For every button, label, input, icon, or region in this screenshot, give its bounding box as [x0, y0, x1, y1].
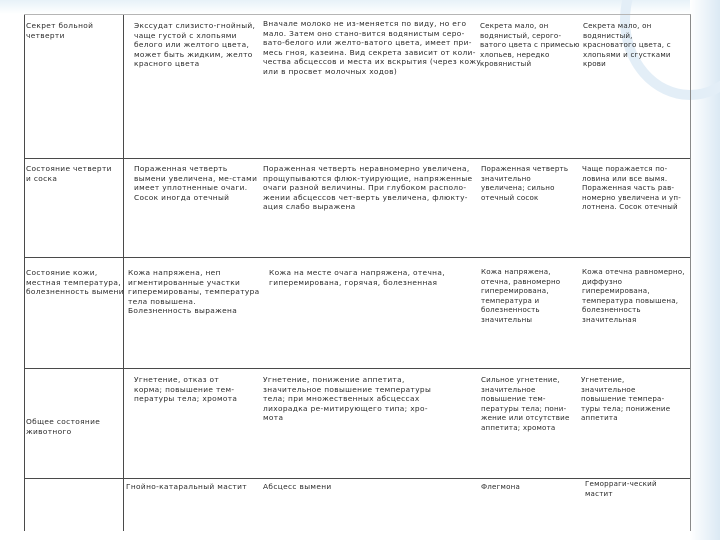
cell-skin-catarrhal: Кожа напряжена, неп игментированные участки гиперемированы, температура тела повышена. Болезненность выражена [128, 268, 260, 316]
table-border-left [24, 15, 25, 531]
row-header-general-state: Общее состояние животного [26, 417, 101, 436]
row-divider [24, 158, 690, 159]
cell-quarter-catarrhal: Пораженная четверть вымени увеличена, ме-стами имеет уплотненные очаги. Сосок иногда отечный [134, 164, 258, 202]
cell-secret-phlegmon: Секрета мало, он водянистый, серого-ватого цвета с примесью хлопьев, нередко кровянистый [480, 21, 580, 69]
disease-name-catarrhal: Гнойно-катаральный мастит [126, 482, 247, 491]
cell-skin-hemorrhagic: Кожа отечна равномерно, диффузно гиперемирована, температура повышена, болезненность значительная [582, 267, 685, 324]
cell-secret-hemorrhagic: Секрета мало, он водянистый, красноватого цвета, с хлопьями и сгустками крови [583, 21, 671, 69]
row-divider [24, 257, 690, 258]
cell-general-phlegmon: Сильное угнетение, значительное повышение тем-пературы тела; пони-жение или отсутствие аппетита; хромота [481, 375, 570, 432]
mastitis-comparison-table [24, 14, 691, 531]
row-header-quarter-state: Состояние четверти и соска [26, 164, 112, 183]
cell-general-catarrhal: Угнетение, отказ от корма; повышение тем-пературы тела; хромота [134, 375, 238, 404]
cell-secret-abscess: Вначале молоко не из-меняется по виду, но его мало. Затем оно стано-вится водянистым серо-вато-белого или желто-ватого цвета, имеет при-месь гноя, казеина. Вид секрета зависит от коли-чества абсцессов и места их вскрытия (через кожу или в просвет молочных ходов) [263, 19, 482, 76]
cell-quarter-hemorrhagic: Чаще поражается по-ловина или все вымя. Пораженная часть рав-номерно увеличена и уп-лотнена. Сосок отечный [582, 164, 681, 212]
cell-quarter-phlegmon: Пораженная четверть значительно увеличена; сильно отечный сосок [481, 164, 569, 202]
row-header-secret: Секрет больной четверти [26, 21, 94, 40]
cell-general-hemorrhagic: Угнетение, значительное повышение темпера-туры тела; понижение аппетита [581, 375, 671, 423]
slide-top-gradient [0, 0, 720, 14]
row-header-skin-state: Состояние кожи, местная температура, болезненность вымени [26, 268, 124, 297]
cell-skin-phlegmon: Кожа напряжена, отечна, равномерно гиперемирована, температура и болезненность значительны [481, 267, 561, 324]
disease-name-phlegmon: Флегмона [481, 482, 521, 491]
disease-name-hemorrhagic: Геморраги-ческий мастит [585, 479, 657, 498]
disease-name-abscess: Абсцесс вымени [263, 482, 332, 491]
cell-skin-abscess: Кожа на месте очага напряжена, отечна, гиперемирована, горячая, болезненная [269, 268, 445, 287]
cell-general-abscess: Угнетение, понижение аппетита, значительное повышение температуры тела; при множественных абсцессах лихорадка ре-митирующего типа; хро-мота [263, 375, 432, 423]
cell-quarter-abscess: Пораженная четверть неравномерно увеличена, прощупываются флюк-туирующие, напряженные очаги разной величины. При глубоком располо-жении абсцессов чет-верть увеличена, флюкту-ация слабо выражена [263, 164, 473, 212]
cell-secret-catarrhal: Экссудат слизисто-гнойный, чаще густой с хлопьями белого или желтого цвета, может быть жидким, желто красного цвета [134, 21, 256, 69]
row-divider [24, 368, 690, 369]
